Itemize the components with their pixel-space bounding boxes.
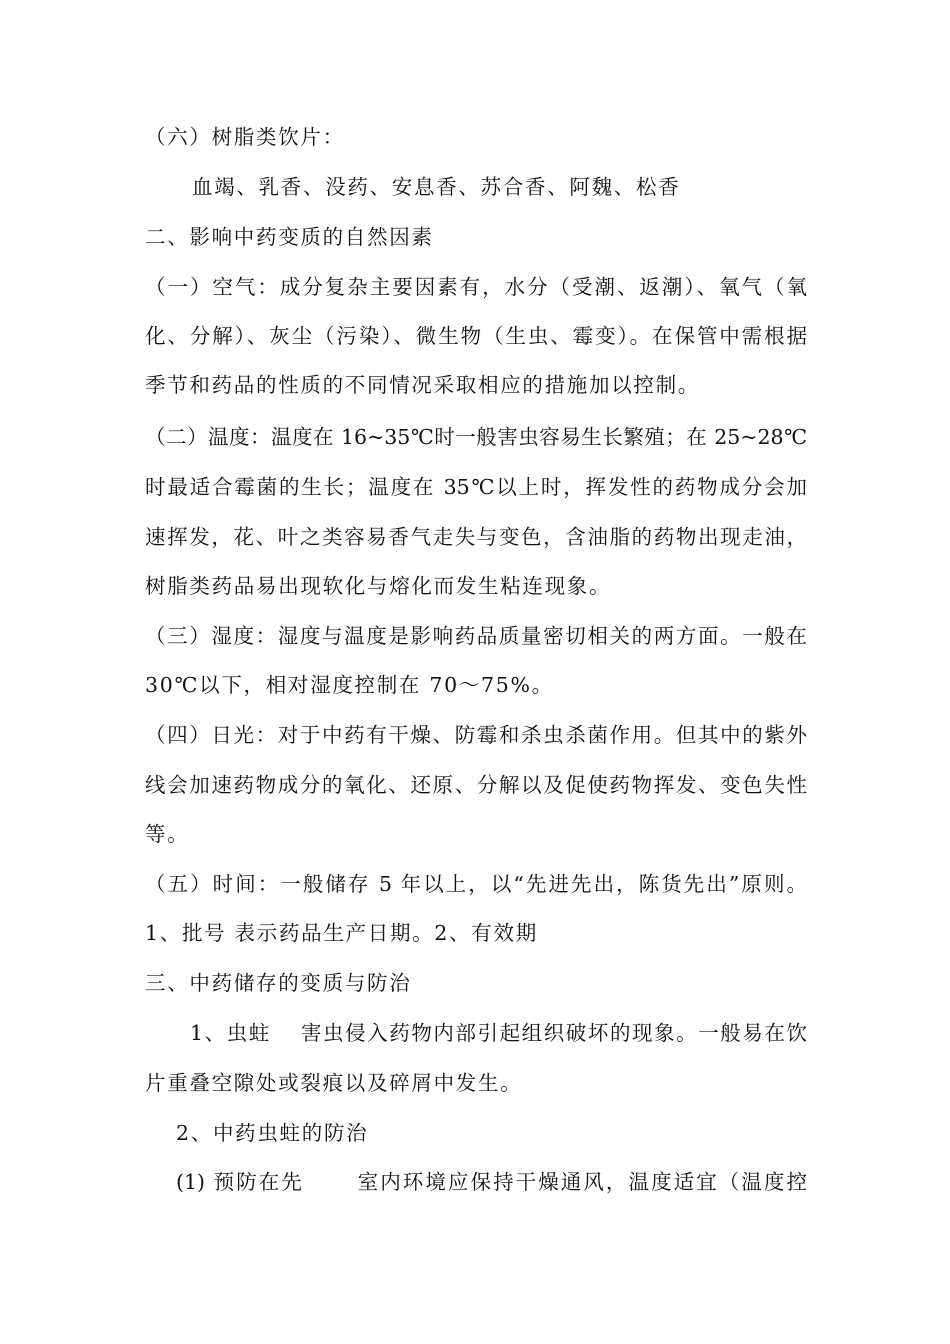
subheading-pest-control: 2、中药虫蛀的防治 — [176, 1121, 369, 1145]
paragraph-temperature-line-1: （二）温度：温度在 16~35℃时一般害虫容易生长繁殖；在 25~28℃ — [145, 425, 807, 449]
paragraph-pest-line-2: 片重叠空隙处或裂痕以及碎屑中发生。 — [145, 1071, 523, 1095]
paragraph-temperature-line-2: 时最适合霉菌的生长；温度在 35℃以上时，挥发性的药物成分会加 — [145, 475, 807, 499]
paragraph-sunlight-line-1: （四）日光：对于中药有干燥、防霉和杀虫杀菌作用。但其中的紫外 — [145, 723, 807, 747]
paragraph-humidity-line-1: （三）湿度：湿度与温度是影响药品质量密切相关的两方面。一般在 — [145, 624, 807, 648]
paragraph-sunlight-line-3: 等。 — [145, 822, 190, 846]
paragraph-time-line: （五）时间：一般储存 5 年以上，以“先进先出，陈货先出”原则。 — [145, 872, 807, 896]
paragraph-temperature-line-4: 树脂类药品易出现软化与熔化而发生粘连现象。 — [145, 574, 612, 598]
paragraph-humidity-line-2: 30℃以下，相对湿度控制在 70～75%。 — [145, 673, 554, 697]
paragraph-sunlight-line-2: 线会加速药物成分的氧化、还原、分解以及促使药物挥发、变色失性 — [145, 773, 807, 797]
paragraph-air-line-1: （一）空气：成分复杂主要因素有，水分（受潮、返潮）、氧气（氧 — [145, 275, 807, 299]
section-heading-storage: 三、中药储存的变质与防治 — [145, 971, 412, 995]
paragraph-prevention-line: (1) 预防在先 室内环境应保持干燥通风，温度适宜（温度控 — [176, 1170, 807, 1194]
section-heading-resin: （六）树脂类饮片： — [145, 125, 345, 149]
paragraph-air-line-3: 季节和药品的性质的不同情况采取相应的措施加以控制。 — [145, 373, 700, 397]
resin-list-line: 血竭、乳香、没药、安息香、苏合香、阿魏、松香 — [192, 175, 681, 199]
paragraph-pest-line-1: 1、虫蛀 害虫侵入药物内部引起组织破坏的现象。一般易在饮 — [190, 1021, 807, 1045]
paragraph-temperature-line-3: 速挥发，花、叶之类容易香气走失与变色，含油脂的药物出现走油， — [145, 525, 807, 549]
batch-number-line: 1、批号 表示药品生产日期。2、有效期 — [145, 921, 538, 945]
section-heading-factors: 二、影响中药变质的自然因素 — [145, 225, 434, 249]
paragraph-air-line-2: 化、分解）、灰尘（污染）、微生物（生虫、霉变）。在保管中需根据 — [145, 324, 807, 348]
